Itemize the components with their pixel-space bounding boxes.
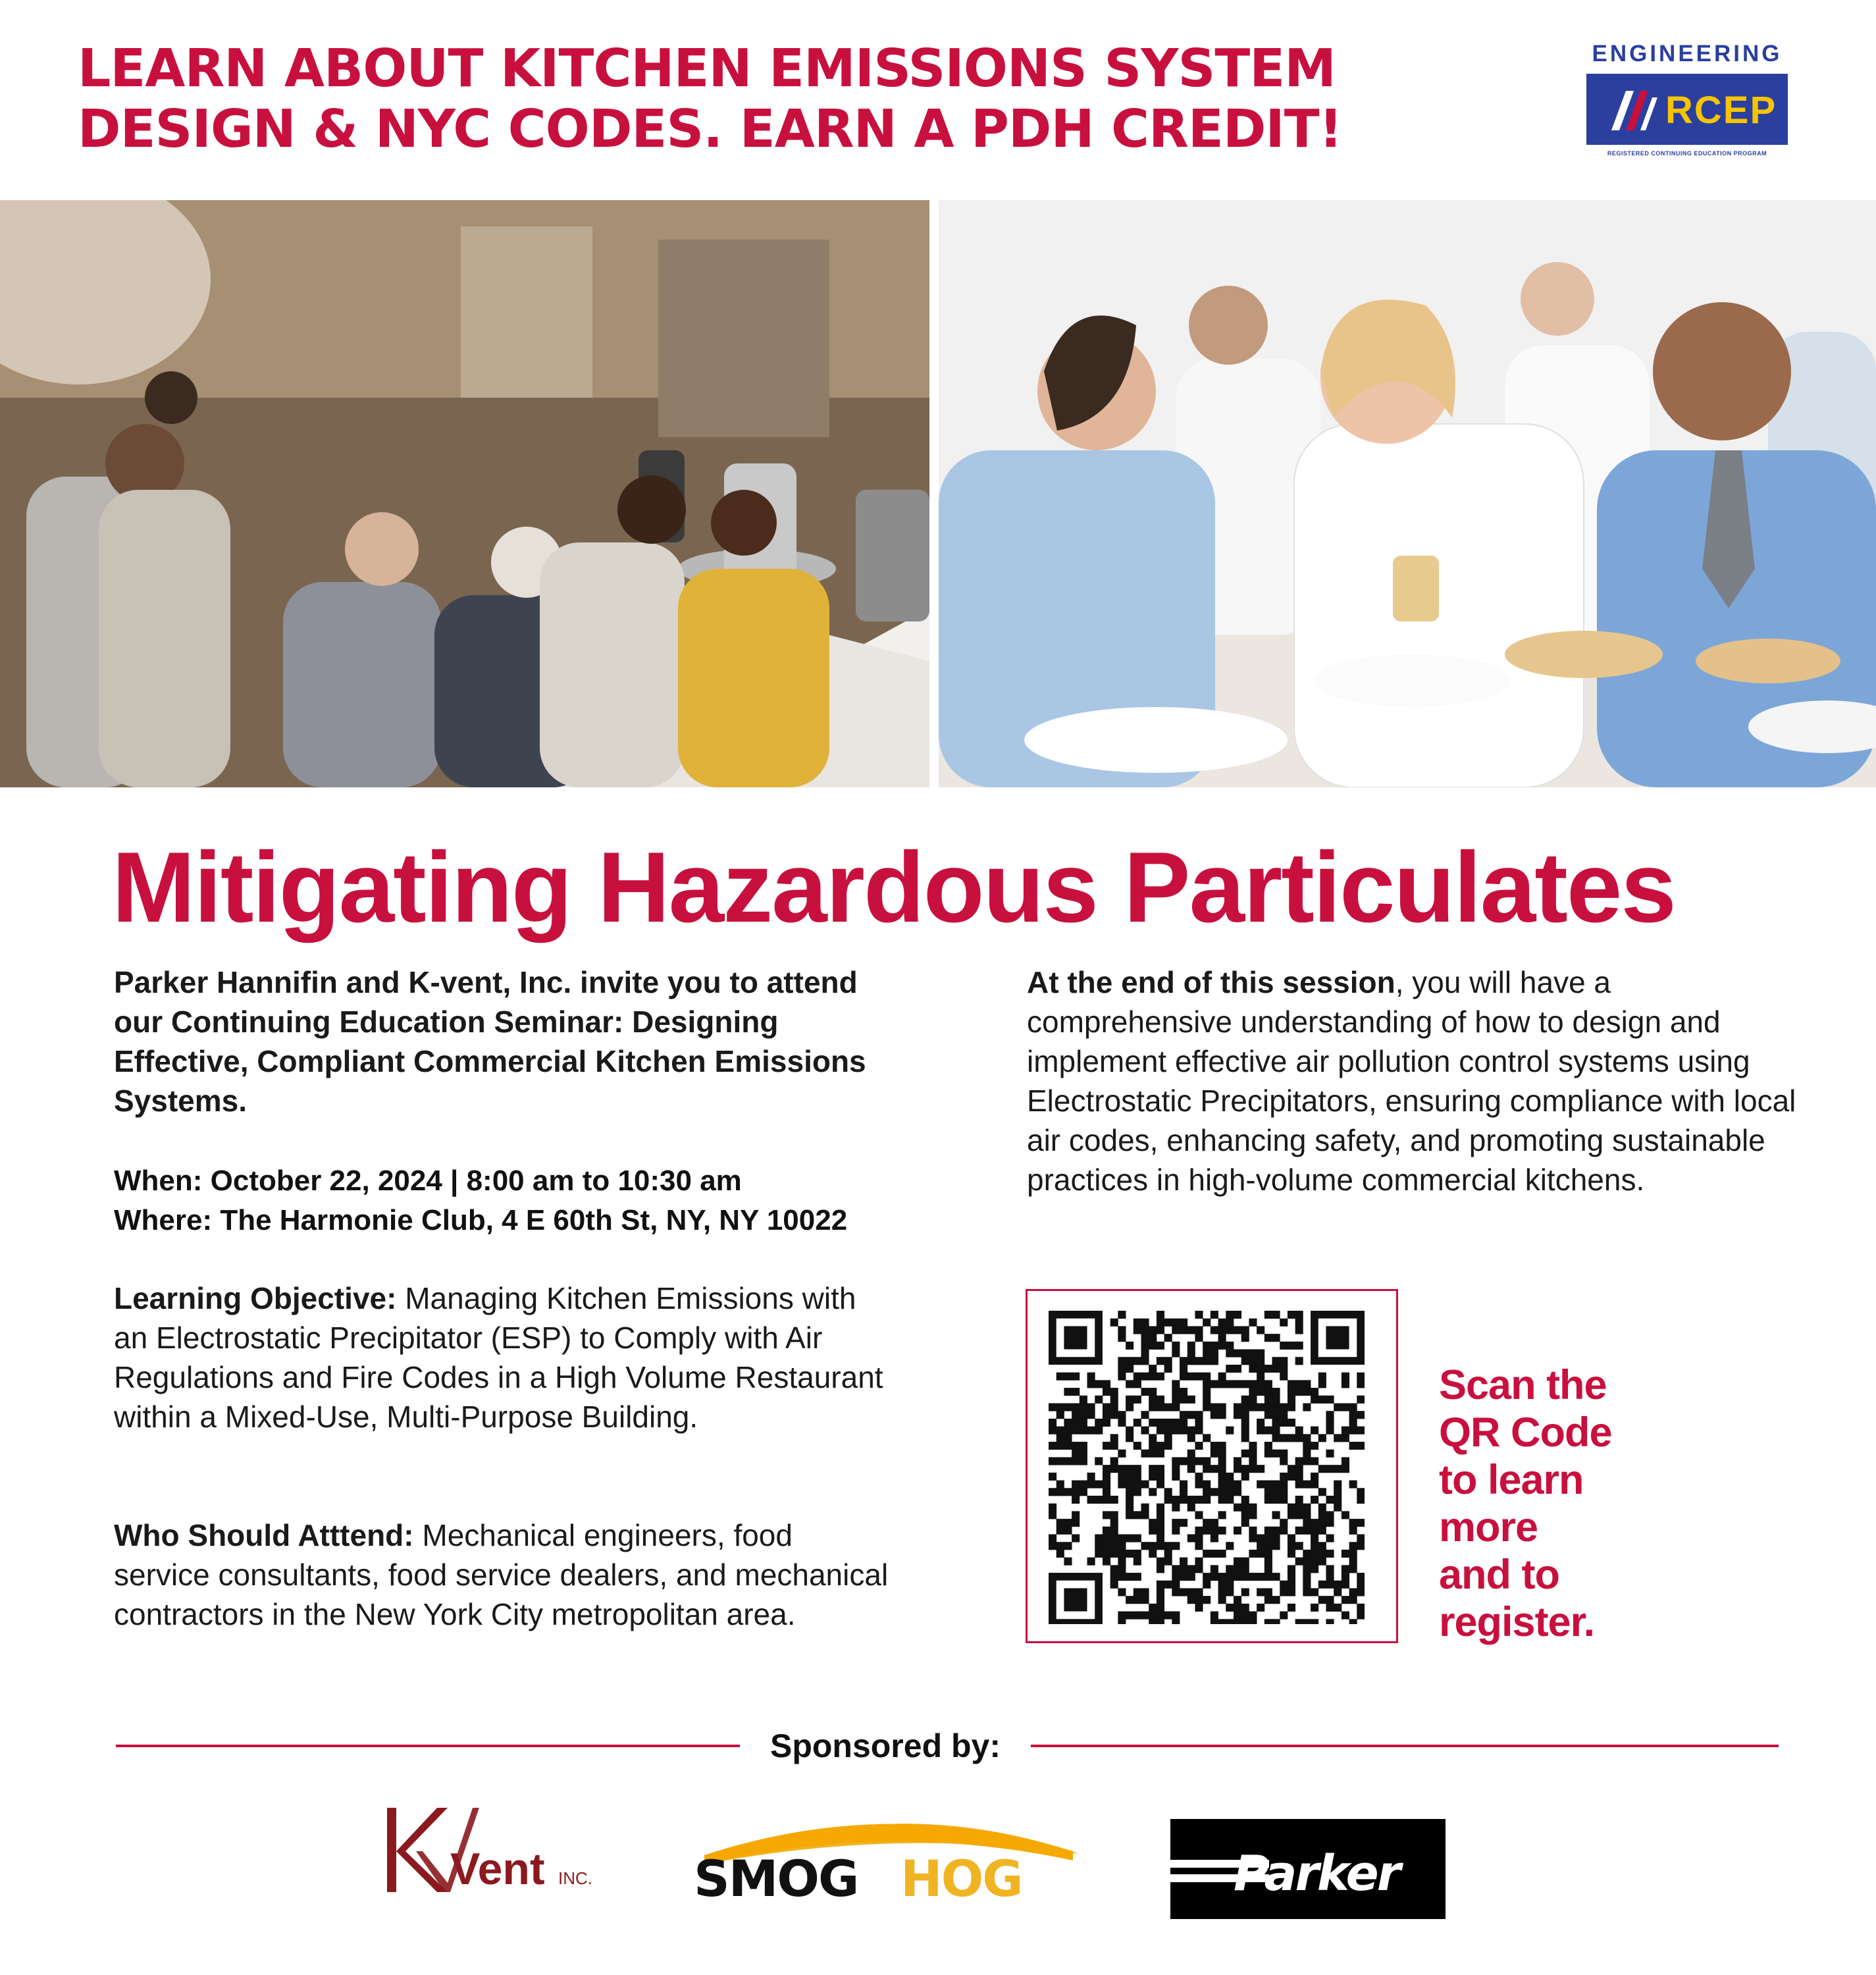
cta-line: register. xyxy=(1439,1599,1595,1645)
rcep-subtitle: REGISTERED CONTINUING EDUCATION PROGRAM xyxy=(1607,150,1767,157)
business-lunch-illustration xyxy=(939,200,1876,787)
rcep-engineering-label: ENGINEERING xyxy=(1592,41,1783,66)
invitation-text: Parker Hannifin and K-vent, Inc. invite you to attend our Continuing Education Seminar: Designing Effective, Compliant Commercial Kitchen Emissions Systems. xyxy=(114,965,866,1118)
qr-finder-pattern xyxy=(1311,1311,1365,1365)
parker-wordmark: Parker xyxy=(1234,1845,1399,1902)
rcep-wordmark: RCEP xyxy=(1665,89,1777,132)
session-outcome-text: , you will have a comprehensive understanding of how to design and implement effective air pollution control systems using Electrostatic Precipitators, ensuring compliance with local air codes, enhancing safety, and promoting sustainable practices in high-volume commercial kitchens. xyxy=(1027,965,1796,1197)
who-should-attend-text: Mechanical engineers, food service consultants, food service dealers, and mechanical contractors in the New York City metropolitan area. xyxy=(114,1518,889,1631)
event-where: Where: The Harmonie Club, 4 E 60th St, NY, NY 10022 xyxy=(114,1204,848,1236)
cta-line: QR Code xyxy=(1439,1409,1612,1456)
rcep-badge xyxy=(1586,74,1788,145)
smoghog-logo-mark xyxy=(691,1814,1086,1900)
kvent-wordmark: Vent xyxy=(450,1844,545,1894)
session-outcome xyxy=(1027,962,1817,1199)
event-details xyxy=(114,1161,970,1240)
parker-logo-mark xyxy=(1170,1819,1446,1919)
networking-event-illustration xyxy=(0,200,929,787)
headline-line-1: LEARN ABOUT KITCHEN EMISSIONS SYSTEM xyxy=(78,38,1336,99)
divider-left xyxy=(116,1745,740,1747)
smoghog-smog: SMOG xyxy=(694,1849,858,1900)
headline-line-2: DESIGN & NYC CODES. EARN A PDH CREDIT! xyxy=(78,99,1342,159)
qr-code-frame[interactable] xyxy=(1026,1289,1398,1643)
kvent-suffix: INC. xyxy=(558,1868,592,1888)
sponsored-by-heading: Sponsored by: xyxy=(769,1727,1001,1764)
rcep-mark-icon xyxy=(1611,88,1664,130)
cta-line: more xyxy=(1439,1504,1538,1550)
qr-call-to-action xyxy=(1439,1361,1656,1646)
business-lunch-photo xyxy=(939,200,1876,787)
cta-line: and to xyxy=(1439,1552,1559,1598)
smoghog-logo xyxy=(691,1814,1086,1900)
engineering-rcep-logo xyxy=(1586,41,1788,167)
page-title: Mitigating Hazardous Particulates xyxy=(112,831,1675,943)
divider-right xyxy=(1031,1745,1779,1747)
qr-finder-pattern xyxy=(1049,1311,1103,1365)
cta-line: Scan the xyxy=(1439,1362,1607,1408)
learning-objective-text: Managing Kitchen Emissions with an Electrostatic Precipitator (ESP) to Comply with Air Regulations and Fire Codes in a High Volume Restaurant within a Mixed-Use, Multi-Purpose Building. xyxy=(114,1281,883,1434)
qr-code[interactable] xyxy=(1049,1311,1365,1624)
learning-objective-label: Learning Objective: xyxy=(114,1281,397,1315)
cta-line: to learn xyxy=(1439,1457,1584,1503)
who-should-attend xyxy=(114,1515,891,1634)
session-outcome-label: At the end of this session xyxy=(1027,965,1395,999)
kvent-logo-mark xyxy=(382,1805,645,1897)
kvent-logo xyxy=(382,1805,645,1897)
qr-finder-pattern xyxy=(1049,1573,1103,1624)
parker-logo xyxy=(1170,1819,1446,1919)
who-should-attend-label: Who Should Atttend: xyxy=(114,1518,414,1552)
event-when: When: October 22, 2024 | 8:00 am to 10:30 am xyxy=(114,1165,742,1197)
smoghog-hog: HOG xyxy=(900,1849,1022,1900)
networking-event-photo xyxy=(0,200,929,787)
headline xyxy=(78,38,1499,159)
learning-objective xyxy=(114,1278,891,1436)
